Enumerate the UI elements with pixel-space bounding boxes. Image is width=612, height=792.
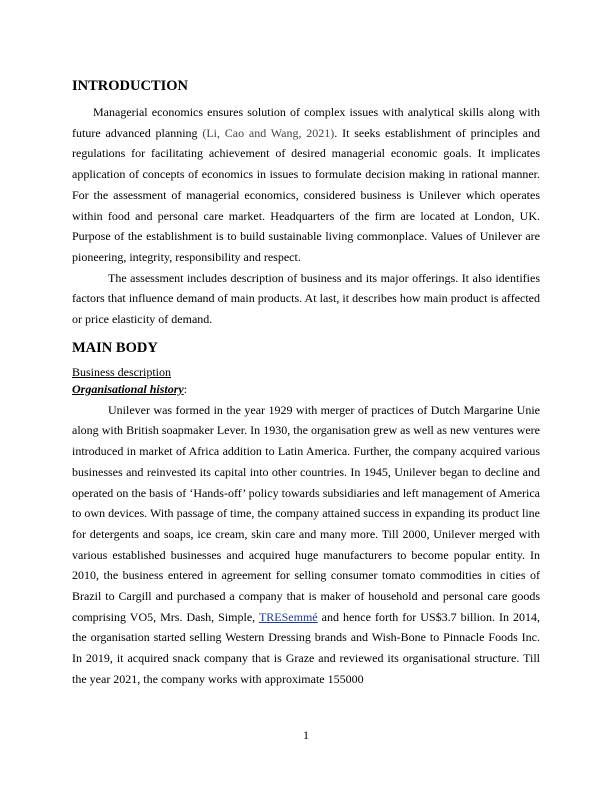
document-page (72, 76, 540, 690)
tresemme-link[interactable]: TRESemmé (258, 609, 318, 624)
organisational-history-paragraph (72, 400, 540, 690)
introduction-paragraph-2: The assessment includes description of business and its major offerings. It also identifies factors that influence demand of main products. At last, it describes how main product is affected or price elasticity of demand. (72, 270, 540, 327)
history-text-b: and hence forth for US$3.7 billion. In 2014, the organisation started selling Western Dressing brands and Wish-Bone to Pinnacle Foods Inc. In 2019, it acquired snack company that is Graze and reviewed its organisational structure. Till the year 2021, the company works with approximate 155000 (72, 609, 540, 686)
business-description-subheading: Business description (72, 364, 171, 379)
history-text-a: Unilever was formed in the year 1929 with merger of practices of Dutch Margarine Unie along with British soapmaker Lever. In 1930, the organisation grew as well as new ventures were introduced in market of Africa addition to Latin America. Further, the company acquired various businesses and reinvested its capital into other countries. In 1945, Unilever began to decline and operated on the basis of ‘Hands-off’ policy towards subsidiaries and left management of America to own devices. With passage of time, the company attained success in expanding its product line for detergents and soaps, ice cream, skin care and many more. Till 2000, Unilever merged with various established businesses and acquired huge manufacturers to become popular entity. In 2010, the business entered in agreement for selling consumer tomato commodities in cities of Brazil to Cargill and purchased a company that is maker of household and personal care goods comprising VO5, Mrs. Dash, Simple, (72, 402, 540, 624)
introduction-heading: INTRODUCTION (72, 78, 189, 94)
main-body-heading: MAIN BODY (72, 339, 158, 356)
organisational-history-line (72, 381, 540, 398)
intro-text-a: Managerial economics ensures solution of complex issues with analytical skills along with future advanced planning (72, 105, 540, 140)
subheading-colon: : (183, 381, 188, 396)
intro-text-b: . It seeks establishment of principles and regulations for facilitating achievement of desired managerial economic goals. It implicates application of concepts of economics in issues to formulate decision making in rational manner. For the assessment of managerial economics, considered business is Unilever which operates within food and personal care market. Headquarters of the firm are located at London, UK. Purpose of the establishment is to build sustainable living commonplace. Values of Unilever are pioneering, integrity, responsibility and respect. (72, 125, 541, 264)
intro-citation: (Li, Cao and Wang, 2021) (202, 125, 335, 140)
page-number: 1 (303, 728, 309, 742)
introduction-paragraph-1 (72, 102, 540, 268)
organisational-history-subheading: Organisational history (72, 381, 184, 396)
